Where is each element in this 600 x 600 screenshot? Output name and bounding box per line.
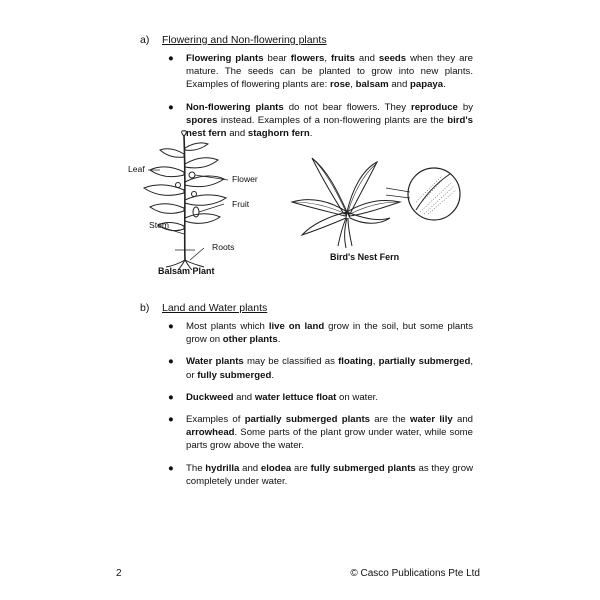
label-stem: Stem xyxy=(149,220,170,230)
section-a-bullet xyxy=(168,52,473,92)
bold-term: spores xyxy=(186,114,218,126)
section-b-bullet xyxy=(168,391,473,404)
bullet-dot: ● xyxy=(168,356,174,368)
fern-caption: Bird's Nest Fern xyxy=(330,252,400,262)
bold-term: rose xyxy=(329,79,351,91)
bullet-dot: ● xyxy=(168,321,174,332)
bold-term: arrowhead xyxy=(186,427,235,439)
section-a-title: Flowering and Non-flowering plants xyxy=(162,34,327,46)
section-b-bullet xyxy=(168,413,473,453)
label-roots: Roots xyxy=(212,242,235,252)
bold-term: reproduce xyxy=(410,101,458,113)
bold-term: fully submerged xyxy=(197,369,272,381)
bullet-dot: ● xyxy=(168,391,174,403)
bold-term: live on land xyxy=(268,321,325,332)
bold-term: fruits xyxy=(330,53,355,64)
bold-term: water lily xyxy=(410,414,453,426)
section-b-bullet-list xyxy=(168,320,473,497)
bullet-dot: ● xyxy=(168,462,174,474)
bold-term: staghorn fern xyxy=(247,128,310,140)
section-b-letter: b) xyxy=(140,302,150,314)
bold-term: elodea xyxy=(260,462,292,474)
section-b-bullet xyxy=(168,355,473,381)
page-number: 2 xyxy=(116,568,122,579)
bold-term: Flowering plants xyxy=(186,53,264,64)
bold-term: partially submerged xyxy=(378,356,471,368)
bullet-text: Non-flowering plants do not bear flowers. They reproduce by spores instead. Examples of a non-flowering plants are the bird's nest fern and staghorn fern. xyxy=(186,101,473,140)
balsam-caption: Balsam Plant xyxy=(158,266,215,276)
bullet-text: Water plants may be classified as floating, partially submerged, or fully submerged. xyxy=(186,356,473,381)
section-a-heading xyxy=(140,34,327,46)
bullet-text: The hydrilla and elodea are fully submerged plants as they grow completely under water. xyxy=(186,462,473,487)
bold-term: water lettuce float xyxy=(254,391,337,403)
label-leaf: Leaf xyxy=(128,164,145,174)
label-fruit: Fruit xyxy=(232,199,250,209)
bold-term: other plants xyxy=(222,334,278,346)
bold-term: balsam xyxy=(355,79,389,91)
bullet-dot: ● xyxy=(168,101,174,113)
label-flower: Flower xyxy=(232,174,258,184)
birds-nest-fern-illustration xyxy=(282,150,472,250)
bullet-text: Examples of partially submerged plants are the water lily and arrowhead. Some parts of the plant grow under water, while some parts grow above the water. xyxy=(186,414,473,452)
bullet-dot: ● xyxy=(168,53,174,64)
bold-term: partially submerged plants xyxy=(244,414,370,426)
bullet-text: Flowering plants bear flowers, fruits and seeds when they are mature. The seeds can be planted to grow into new plants. Examples of flowering plants are: rose, balsam and papaya. xyxy=(186,53,473,91)
section-b-bullet xyxy=(168,462,473,488)
bold-term: seeds xyxy=(378,53,407,64)
bold-term: hydrilla xyxy=(205,462,240,474)
bold-term: Duckweed xyxy=(186,391,234,403)
bold-term: Non-flowering plants xyxy=(186,101,284,113)
bold-term: floating xyxy=(338,356,373,368)
bold-term: flowers xyxy=(290,53,325,64)
copyright-notice: © Casco Publications Pte Ltd xyxy=(350,568,480,579)
bold-term: Water plants xyxy=(186,356,244,368)
bold-term: fully submerged plants xyxy=(310,462,416,474)
section-b-title: Land and Water plants xyxy=(162,302,268,314)
bullet-text: Most plants which live on land grow in the soil, but some plants grow on other plants. xyxy=(186,321,473,346)
bullet-dot: ● xyxy=(168,414,174,426)
bold-term: bird's nest fern xyxy=(186,114,473,140)
section-b-heading xyxy=(140,302,267,314)
section-b-bullet xyxy=(168,320,473,346)
section-a-letter: a) xyxy=(140,34,150,46)
bullet-text: Duckweed and water lettuce float on water. xyxy=(186,391,378,403)
bold-term: papaya xyxy=(410,79,444,91)
